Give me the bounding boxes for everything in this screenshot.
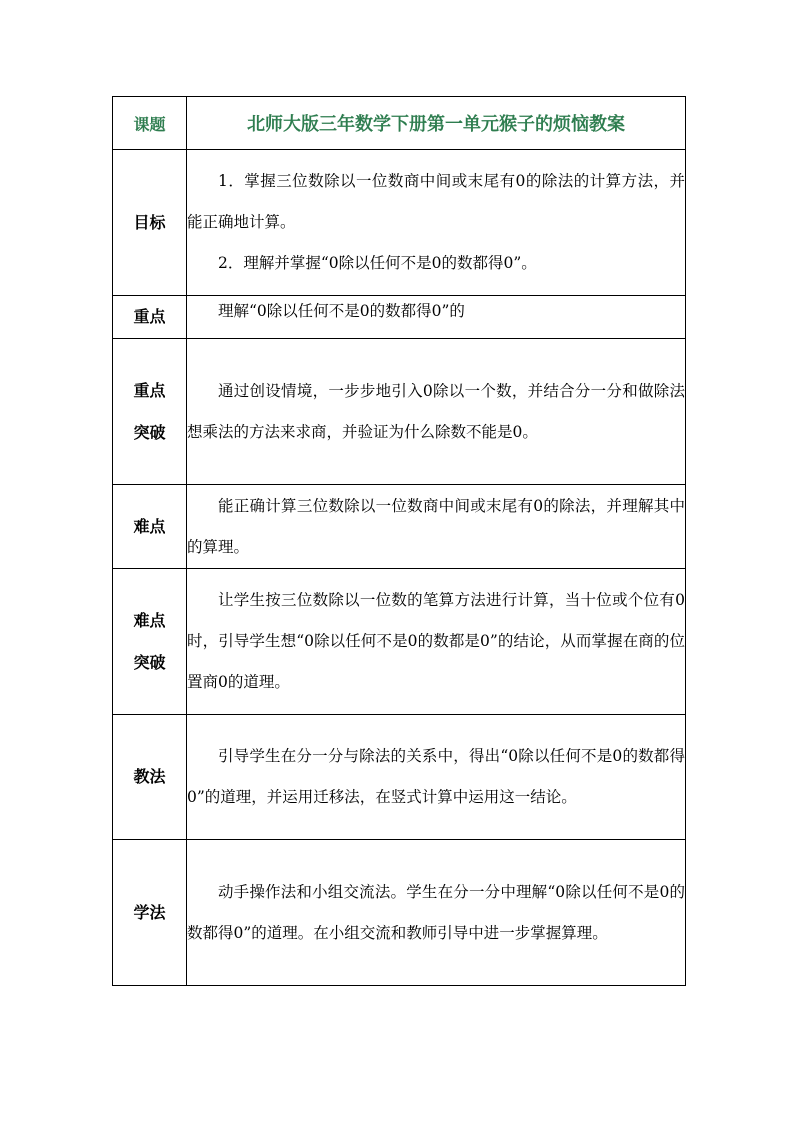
row-paragraph: 动手操作法和小组交流法。学生在分一分中理解“0除以任何不是0的数都得0”的道理。在小组交流和教师引导中进一步掌握算理。 bbox=[187, 882, 685, 942]
row-learning-method bbox=[113, 840, 686, 986]
row-label-line: 难点 bbox=[133, 516, 166, 536]
row-key-breakthrough bbox=[113, 339, 686, 485]
row-label-line: 重点 bbox=[133, 307, 166, 326]
row-content bbox=[187, 840, 686, 986]
row-content bbox=[187, 715, 686, 840]
row-content bbox=[187, 569, 686, 715]
row-content bbox=[187, 296, 686, 339]
row-label bbox=[113, 339, 187, 485]
row-content bbox=[187, 150, 686, 296]
row-label bbox=[113, 485, 187, 569]
row-paragraph: 理解“0除以任何不是0的数都得0”的 bbox=[218, 302, 465, 320]
row-label-line: 难点 bbox=[133, 610, 166, 630]
row-paragraph: 1．掌握三位数除以一位数商中间或末尾有0的除法的计算方法，并能正确地计算。 bbox=[187, 172, 685, 231]
row-label-line: 学法 bbox=[133, 902, 166, 922]
row-teaching-method bbox=[113, 715, 686, 840]
row-paragraph: 通过创设情境，一步步地引入0除以一个数，并结合分一分和做除法想乘法的方法来求商，并验证为什么除数不能是0。 bbox=[187, 381, 685, 441]
row-label-line: 重点 bbox=[133, 380, 166, 400]
row-paragraph: 引导学生在分一分与除法的关系中，得出“0除以任何不是0的数都得0”的道理，并运用迁移法，在竖式计算中运用这一结论。 bbox=[187, 747, 685, 806]
row-content bbox=[187, 485, 686, 569]
row-paragraph: 让学生按三位数除以一位数的笔算方法进行计算，当十位或个位有0时，引导学生想“0除以任何不是0的数都是0”的结论，从而掌握在商的位置商0的道理。 bbox=[187, 591, 685, 691]
row-label-line: 目标 bbox=[133, 212, 166, 232]
row-paragraph: 2．理解并掌握“0除以任何不是0的数都得0”。 bbox=[218, 254, 537, 272]
header-label: 课题 bbox=[113, 97, 187, 150]
header-row bbox=[113, 97, 686, 150]
row-goal bbox=[113, 150, 686, 296]
row-label bbox=[113, 840, 187, 986]
row-content bbox=[187, 339, 686, 485]
row-difficulty bbox=[113, 485, 686, 569]
row-label bbox=[113, 715, 187, 840]
row-label-line: 教法 bbox=[133, 767, 166, 786]
row-label-line: 突破 bbox=[133, 652, 166, 672]
lesson-title: 北师大版三年数学下册第一单元猴子的烦恼教案 bbox=[187, 97, 686, 150]
row-key-point bbox=[113, 296, 686, 339]
lesson-plan-table bbox=[112, 96, 686, 986]
row-label bbox=[113, 569, 187, 715]
row-paragraph: 能正确计算三位数除以一位数商中间或末尾有0的除法，并理解其中的算理。 bbox=[187, 496, 685, 556]
row-label-line: 突破 bbox=[133, 422, 166, 442]
row-label bbox=[113, 150, 187, 296]
row-label bbox=[113, 296, 187, 339]
row-difficulty-breakthrough bbox=[113, 569, 686, 715]
